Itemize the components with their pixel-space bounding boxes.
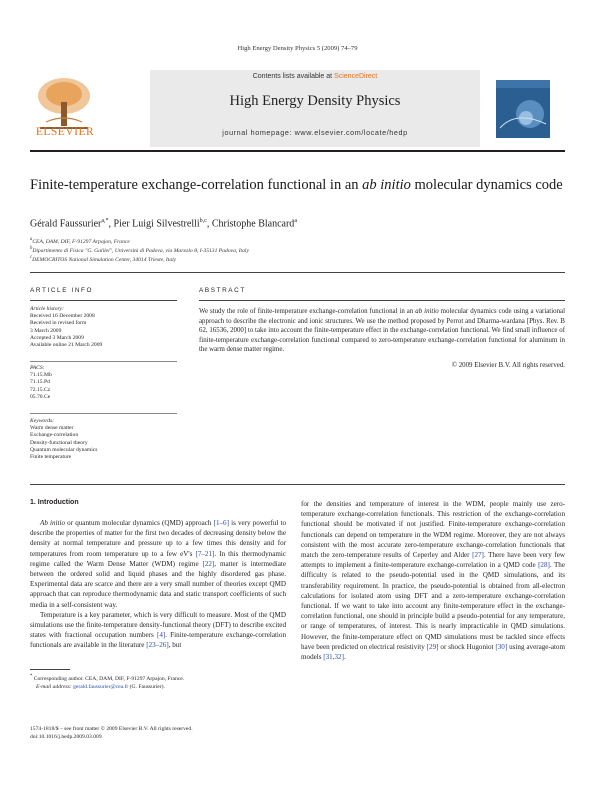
pacs-code: 71.15.Mb	[30, 372, 52, 379]
affiliation-line	[30, 246, 249, 254]
body-text: .	[343, 653, 346, 662]
citation-link[interactable]: [4]	[156, 631, 166, 640]
italic-term: Ab initio	[40, 519, 66, 527]
body-text: for the densities and temperature of interest in the WDM, people mainly use zero-temperature exchange-correlation functionals. This restriction of the exchange-correlation functional should be motivated if not justified. Finite-temperature exchange-correlation functionals can depend on temperature in the WDM regime. Moreover, they are not always consistent with the most accurate zero-temperature exchange-correlation functionals that match the zero-temperature results of Ceperley and Alder	[301, 500, 565, 560]
citation-link[interactable]: [30]	[495, 642, 508, 651]
title-text-end: molecular dynamics code	[410, 177, 563, 193]
history-item: Received 16 December 2008	[30, 313, 95, 320]
paragraph	[30, 518, 286, 610]
doi-line[interactable]: doi:10.1016/j.hedp.2009.03.009	[30, 734, 102, 741]
history-item: 3 March 2009	[30, 327, 62, 334]
affiliation-line	[30, 255, 176, 263]
citation-link[interactable]: [1–6]	[213, 519, 229, 527]
abstract-text	[199, 307, 565, 355]
email-link[interactable]: gerald.faussurier@cea.fr	[73, 684, 129, 691]
abstract-rule	[199, 300, 565, 301]
abstract-heading: ABSTRACT	[199, 287, 246, 294]
author-affiliation-marker: a	[294, 218, 297, 224]
footnote-text: Corresponding author. CEA, DAM, DIF, F-91297 Arpajon, France.	[32, 675, 185, 682]
copyright-notice: © 2009 Elsevier B.V. All rights reserved.	[451, 362, 565, 369]
contents-prefix: Contents lists available at	[252, 73, 335, 80]
history-item: Available online 21 March 2009	[30, 342, 103, 349]
citation-link[interactable]: [29]	[426, 642, 439, 651]
body-column-left	[30, 518, 286, 651]
email-label: E-mail address:	[36, 684, 72, 691]
header-divider	[30, 150, 565, 152]
article-info-heading: ARTICLE INFO	[30, 287, 94, 294]
email-suffix: (G. Faussurier).	[128, 684, 165, 691]
article-title	[30, 176, 565, 194]
journal-cover-thumbnail	[496, 80, 550, 138]
cover-artwork-icon	[496, 80, 550, 138]
body-text: using average-atom models	[301, 642, 565, 662]
keywords-label: Keywords:	[30, 418, 55, 424]
abstract-text-end: molecular dynamics code using a variational approach to describe the electronic and ionic structures. We use the method proposed by Perrot and Dharma-wardana [Phys. Rev. B 62, 16536, 2000] to take into account the finite-temperature effect in the exchange-correlation functional. We find small influence of finite-temperature exchange-correlation functional compared to zero-temperature exchange-correlation functional for aluminum in the warm dense matter regime.	[199, 308, 565, 354]
sciencedirect-link[interactable]: ScienceDirect	[334, 73, 378, 80]
history-item: Received in revised form	[30, 320, 87, 327]
author-name[interactable]: Christophe Blancard	[211, 218, 295, 230]
footnote-email-line	[30, 683, 286, 691]
author-name[interactable]: Pier Luigi Silvestrelli	[113, 218, 200, 230]
affiliation-marker: b	[30, 246, 33, 251]
front-matter-notice	[30, 725, 290, 741]
article-history-block	[30, 306, 177, 349]
history-item: Accepted 3 March 2009	[30, 334, 84, 341]
citation-link[interactable]: [28]	[538, 561, 550, 570]
journal-title: High Energy Density Physics	[229, 93, 401, 109]
footnote-rule	[30, 669, 70, 670]
journal-reference: High Energy Density Physics 5 (2009) 74–79	[237, 45, 358, 52]
paragraph	[30, 610, 286, 651]
body-text: . Finite-temperature exchange-correlation functionals are available in the literature	[30, 631, 286, 650]
body-column-right	[301, 499, 565, 662]
title-italic-text: ab initio	[362, 177, 411, 193]
body-text: or quantum molecular dynamics (QMD) approach	[65, 519, 214, 527]
issn-line: 1574-1818/$ – see front matter © 2009 Elsevier B.V. All rights reserved.	[30, 726, 193, 732]
front-matter-divider	[30, 484, 565, 485]
affiliation-marker: a	[30, 237, 33, 242]
affiliation-marker: c	[30, 255, 33, 260]
keyword: Warm dense matter	[30, 425, 74, 432]
body-text: Temperature is a key parameter, which is very difficult to measure. Most of the QMD simulations use the finite-temperature density-functional theory (DFT) to describe excited states with fractional occupation numbers	[30, 610, 286, 640]
body-text: . There have been very few attempts to implement a finite-temperature exchange-correlation in a QMD code	[301, 551, 565, 570]
info-divider	[30, 413, 177, 414]
author-name[interactable]: Gérald Faussurier	[30, 218, 102, 230]
section-heading-introduction: 1. Introduction	[30, 499, 79, 506]
body-text: is very powerful to describe the properties of matter for the first two decades of decreasing density below the density at normal temperature and pressure up to a few times this density and for temperatures from room temperature up to a few eV's	[30, 519, 286, 558]
abstract-italic: ab initio	[415, 308, 439, 315]
pacs-code: 72.15.Cz	[30, 386, 51, 393]
keyword: Density-functional theory	[30, 439, 88, 446]
keywords-block	[30, 418, 177, 461]
affiliation-line	[30, 237, 130, 245]
keyword: Quantum molecular dynamics	[30, 446, 98, 453]
author-affiliation-marker: a,*	[101, 218, 109, 224]
title-text: Finite-temperature exchange-correlation functional in an	[30, 177, 363, 193]
body-text: . In this thermodynamic regime called the Warm Dense Matter (WDM) regime	[30, 549, 286, 568]
body-text: , matter is intermediate between the ordered solid and liquid phases and the highly disordered gas phase. Experimental data are scarce and there are a very small number of theories except QMD approach that can reproduce thermodynamic data and static transport coefficients of such media in a self-consistent way.	[30, 559, 286, 609]
pacs-block	[30, 365, 177, 401]
publisher-logo-text: ELSEVIER	[35, 126, 95, 138]
citation-link[interactable]: [22]	[202, 559, 215, 568]
article-info-rule	[30, 300, 177, 301]
elsevier-tree-logo-icon	[30, 74, 98, 132]
history-label: Article history:	[30, 306, 65, 312]
citation-link[interactable]: [7–21]	[195, 549, 215, 558]
body-text: , but	[168, 641, 182, 650]
keyword: Finite temperature	[30, 454, 72, 461]
pacs-label: PACS:	[30, 365, 45, 371]
journal-homepage[interactable]: journal homepage: www.elsevier.com/locate/hedp	[222, 128, 408, 137]
citation-link[interactable]: [23–26]	[146, 641, 169, 650]
footnote-line	[30, 673, 286, 683]
abstract-text-start: We study the role of finite-temperature exchange-correlation functional in an	[199, 308, 416, 315]
corresponding-author-footnote	[30, 673, 286, 691]
info-divider	[30, 361, 177, 362]
contents-availability	[150, 73, 480, 80]
affiliation-divider	[30, 272, 565, 273]
author-list: Gérald Faussurier$^{a,*}$, Pier Luigi Silvestrelli$^{b,c}$, Christophe Blancard$^a$	[30, 218, 297, 230]
citation-link[interactable]: [31,32]	[323, 653, 344, 662]
affiliation-text: Dipartimento di Fisica "G. Galilei", Università di Padova, via Marzolo 8, I-35131 Padova, Italy	[32, 247, 249, 254]
citation-link[interactable]: [27]	[472, 551, 484, 560]
paragraph	[301, 499, 565, 662]
affiliation-text: CEA, DAM, DIF, F-91297 Arpajon, France	[32, 238, 130, 245]
body-text: or shock Hugoniot	[438, 642, 496, 651]
pacs-code: 05.70.Ce	[30, 393, 51, 400]
body-text: . The difficulty is related to the pseudo-potential used in the QMD simulations, and its transferability requirement. In practice, the pseudo-potential is obtained from all-electron calculations for isolated atom using DFT and a zero-temperature exchange-correlation functional. If we want to take into account any finite-temperature effect in the exchange-correlation functional, one should in principle build a pseudo-potential for any temperature, or range of temperatures, of interest. This is nearly impracticable in QMD simulations. However, the finite-temperature effect on QMD simulations must be tackled since effects have been predicted on electrical resistivity	[301, 561, 565, 651]
pacs-code: 71.15.Pd	[30, 379, 50, 386]
affiliation-text: DEMOCRITOS National Simulation Center, 34014 Trieste, Italy	[32, 256, 177, 263]
footnote-marker: *	[30, 674, 33, 679]
keyword: Exchange-correlation	[30, 432, 79, 439]
author-affiliation-marker: b,c	[199, 218, 207, 224]
